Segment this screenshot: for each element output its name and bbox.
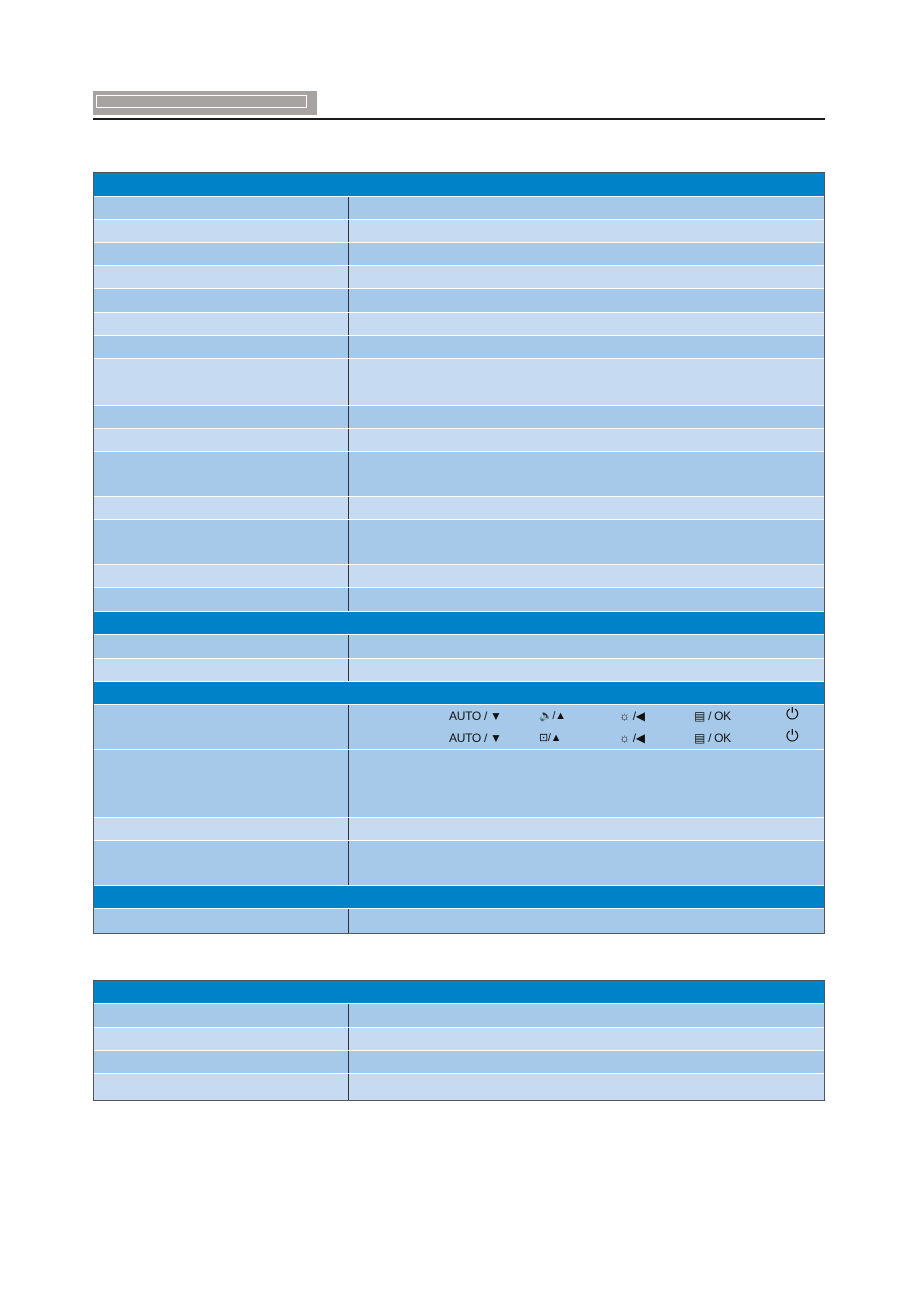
power-icon: ⏻ <box>786 728 799 745</box>
volume-up-button: 🔈/▲ <box>539 710 566 722</box>
row-label <box>94 841 349 885</box>
section-header <box>94 682 824 705</box>
row-label <box>94 406 349 428</box>
row-value <box>349 313 824 335</box>
table-row <box>94 1074 824 1100</box>
table-row <box>94 336 824 359</box>
control-buttons-row-1 <box>349 705 824 727</box>
row-value <box>349 635 824 658</box>
row-value <box>349 359 824 405</box>
table-row <box>94 359 824 406</box>
row-label <box>94 909 349 933</box>
table-row <box>94 266 824 289</box>
row-value <box>349 1051 824 1073</box>
row-value <box>349 429 824 451</box>
row-label <box>94 497 349 519</box>
row-label <box>94 1051 349 1073</box>
table-row <box>94 429 824 452</box>
header-tab <box>93 91 317 115</box>
row-value <box>349 336 824 358</box>
brightness-left-button: ☼ /◀ <box>619 709 645 723</box>
row-value <box>349 452 824 496</box>
row-value <box>349 818 824 840</box>
row-value <box>349 220 824 242</box>
row-value <box>349 750 824 817</box>
table-row <box>94 818 824 841</box>
row-value <box>349 659 824 681</box>
section-header <box>94 886 824 909</box>
row-label <box>94 359 349 405</box>
row-label <box>94 1028 349 1050</box>
section-header <box>94 981 824 1004</box>
row-value <box>349 497 824 519</box>
header-tab-frame <box>96 95 307 108</box>
format-up-button: ⊡/▲ <box>539 732 562 744</box>
menu-ok-button: ▤ / OK <box>694 731 731 745</box>
auto-down-button: AUTO / ▼ <box>449 731 502 745</box>
spec-table-secondary <box>93 980 825 1101</box>
row-label <box>94 429 349 451</box>
section-header <box>94 612 824 635</box>
auto-down-button: AUTO / ▼ <box>449 709 502 723</box>
table-row <box>94 1028 824 1051</box>
table-row <box>94 243 824 266</box>
control-buttons-row-2 <box>349 727 824 749</box>
table-row <box>94 1004 824 1028</box>
row-label <box>94 220 349 242</box>
row-label <box>94 313 349 335</box>
row-label <box>94 243 349 265</box>
brightness-left-button: ☼ /◀ <box>619 731 645 745</box>
row-value <box>349 520 824 564</box>
row-value <box>349 565 824 587</box>
table-row <box>94 452 824 497</box>
table-row <box>94 841 824 886</box>
row-label <box>94 336 349 358</box>
row-label <box>94 565 349 587</box>
row-value <box>349 588 824 611</box>
row-value <box>349 406 824 428</box>
row-label <box>94 266 349 288</box>
table-row <box>94 705 824 750</box>
row-label <box>94 289 349 312</box>
table-row <box>94 588 824 612</box>
table-row <box>94 520 824 565</box>
table-row <box>94 565 824 588</box>
row-label <box>94 520 349 564</box>
table-row <box>94 635 824 659</box>
header-rule <box>93 118 825 120</box>
section-header <box>94 173 824 197</box>
row-value <box>349 243 824 265</box>
row-value <box>349 289 824 312</box>
row-value <box>349 197 824 219</box>
table-row <box>94 497 824 520</box>
table-row <box>94 313 824 336</box>
spec-table-main <box>93 172 825 934</box>
power-icon: ⏻ <box>786 706 799 723</box>
table-row <box>94 659 824 682</box>
row-label <box>94 452 349 496</box>
table-row <box>94 220 824 243</box>
row-label <box>94 1074 349 1100</box>
table-row <box>94 197 824 220</box>
row-value <box>349 266 824 288</box>
row-value <box>349 909 824 933</box>
table-row <box>94 289 824 313</box>
row-label <box>94 1004 349 1027</box>
row-label <box>94 197 349 219</box>
row-value <box>349 841 824 885</box>
table-row <box>94 1051 824 1074</box>
row-label <box>94 705 349 749</box>
row-value-controls <box>349 705 824 749</box>
row-label <box>94 750 349 817</box>
table-row <box>94 750 824 818</box>
row-value <box>349 1074 824 1100</box>
menu-ok-button: ▤ / OK <box>694 709 731 723</box>
row-value <box>349 1028 824 1050</box>
row-value <box>349 1004 824 1027</box>
row-label <box>94 588 349 611</box>
row-label <box>94 659 349 681</box>
row-label <box>94 818 349 840</box>
table-row <box>94 406 824 429</box>
table-row <box>94 909 824 933</box>
row-label <box>94 635 349 658</box>
